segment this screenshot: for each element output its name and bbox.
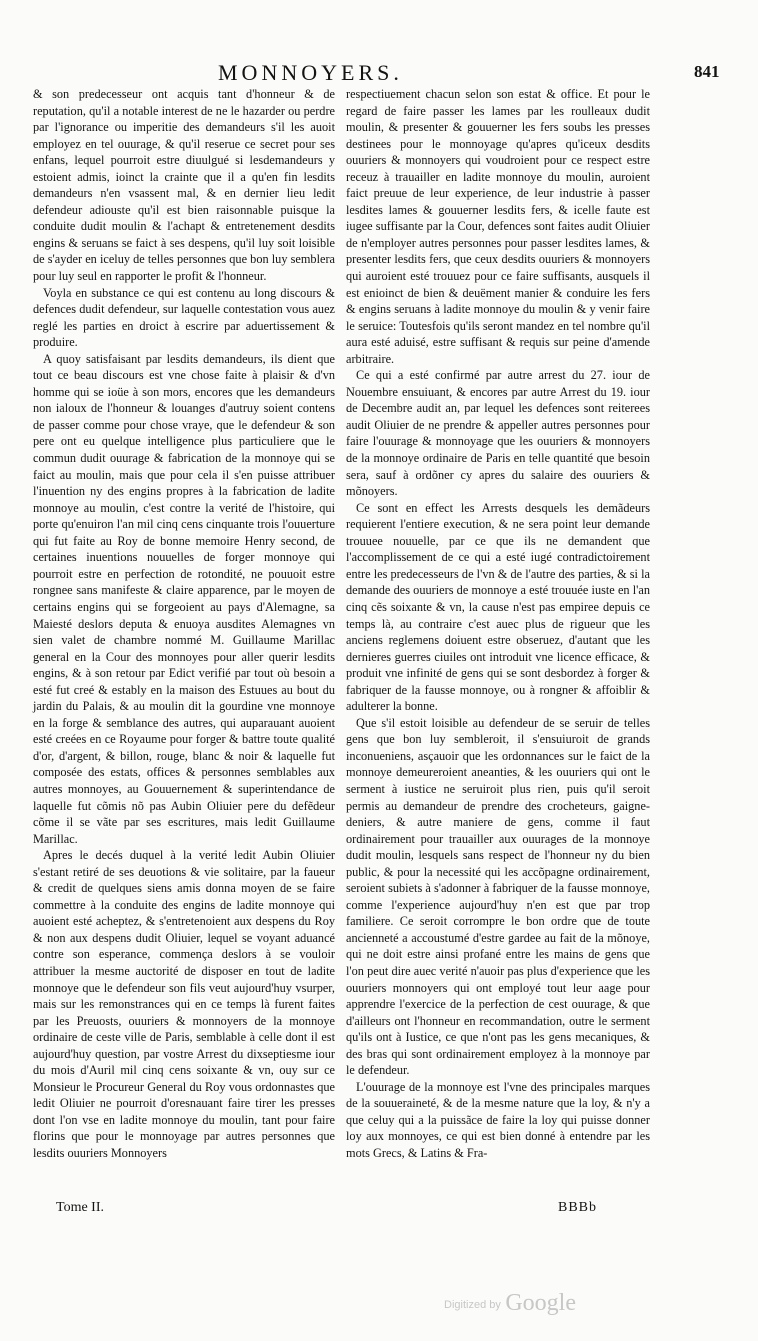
paragraph: Voyla en substance ce qui est contenu au long discours & defences dudit defendeur, sur laquelle contestation vous auez reglé les parties en droict à escrire par aduertissement & produire. [33,285,335,350]
page-number: 841 [694,62,720,81]
left-column [33,86,335,1162]
paragraph: Apres le decés duquel à la verité ledit Aubin Oliuier s'estant retiré de ses deuotions & vie solitaire, par la faueur & credit de quelques siens amis donna moyen de se faire commettre à la conduite des engins de ladite monnoye qui auoient esté acheptez, & s'entretenoient aux despens du Roy & non aux despens dudit Oliuier, lequel se voyant aduancé contre son esperance, commença deslors à se vouloir attribuer la mesme auctorité de disposer en tout de ladite monnoye que le defendeur son fils veut aujourd'huy vsurper, mais sur les remonstrances qui en ce temps là furent faites par les Preuosts, ouuriers & monnoyers de la monnoye ordinaire de ceste ville de Paris, semblable à celle dont il est aujourd'huy question, par vostre Arrest du dixseptiesme iour du mois d'Auril mil cinq cens soixante & vn, ouy sur ce Monsieur le Procureur General du Roy vous ordonnastes que ledit Oliuier ne pourroit d'oresnauant faire tirer les presses dont l'on vse en ladite monnoye du moulin, tant pour faire florins que pour le monnoyage par autres personnes que lesdits ouuriers Monnoyers [33,848,335,1160]
paragraph: A quoy satisfaisant par lesdits demandeurs, ils dient que tout ce beau discours est vne chose faite à plaisir & d'vn homme qui se ioüe à son mors, encores que les demandeurs non ialoux de l'honneur & louanges d'autruy soient contens de passer comme pour chose vraye, que le defendeur & son pere ont eu quelque intelligence plus particuliere que le commun dudit ouurage & fabrication de la monnoye qui se faict au moulin, mais que pour cela il s'en puisse attribuer l'inuention ny des engins propres à la fabrication de ladite monnoye au moulin, c'est contre la verité de l'histoire, qui porte qu'enuiron l'an mil cinq cens cinquante trois l'ouuerture qui fut faite au Roy de bonne memoire Henry second, de certaines inuentions nouuelles de forger monnoye qui pourroit estre en perfection de rotondité, ne pouuoit estre rongnee sans manifeste & claire apparence, par le moyen de certains engins qui se forgeoient au pays d'Alemagne, sa Maiesté deslors deputa & enuoya ausdites Alemagnes vn sien valet de chambre nommé M. Guillaume Marillac general en la Cour des monnoyes pour aller querir lesdits engins, & à son retour par Edict verifié par tout où besoin a esté fut creé & estably en la maison des Estuues au bout du jardin du Palais, & au moulin dit la gourdine vne monnoye en la forge & semblance des autres, qui auparauant auoient esté creées en ce Royaume pour forger & battre toute qualité d'or, d'argent, & billon, rouge, blanc & noir & laquelle fut composée des estats, offices & personnes semblables aux autres monnoyes, au Gouuernement & superintendance de laquelle fut cõmis nõ pas Aubin Oliuier pere du defẽdeur cõme il se vãte par ses escritures, mais ledit Guillaume Marillac. [33,351,335,846]
running-title: MONNOYERS. [218,60,403,85]
google-logo: Google [505,1290,576,1316]
digitization-watermark [444,1290,614,1320]
paragraph: Ce qui a esté confirmé par autre arrest du 27. iour de Nouembre ensuiuant, & encores par autre Arrest du 19. iour de Decembre audit an, par lequel les defences sont reiterees audit Oliuier de ne prendre & appeller autres personnes pour faire l'ouurage & monnoyage que les ouuriers & monnoyers de la monnoye ordinaire de Paris en telle quantité que besoin sera, sauf à ordõner cy apres du salaire des ouuriers & mõnoyers. [346,368,650,499]
paragraph: L'ouurage de la monnoye est l'vne des principales marques de la souueraineté, & de la mesme nature que la loy, & n'y a que celuy qui a la puissãce de faire la loy qui puisse donner loy aux monnoyes, ce qui est bien donné à entendre par les mots Grecs, & Latins & Fra- [346,1079,650,1160]
paragraph: Ce sont en effect les Arrests desquels les demãdeurs requierent l'entiere execution, & ne sera point leur demande trouuee nouuelle, par ce que ils ne demandent que l'accomplissement de ce qui a esté iugé contradictoirement entre les predecesseurs de l'vn & de l'autre des parties, & si la demande des ouuriers de monnoye a esté trouuée iuste en l'an cinq cẽs soixante & vn, la cause n'est pas empiree depuis ce temps là, au contraire c'est auec plus de rigueur que les anciens reglemens doiuent estre obseruez, d'autant que les dernieres guerres ciuiles ont introduit vne licence efficace, & produit vne infinité de gens qui se sont desbordez à forger & fabriquer de la fausse monnoye, ou à rongner & affoiblir & adulterer la bonne. [346,500,650,714]
page-header [0,60,758,86]
paragraph: respectiuement chacun selon son estat & office. Et pour le regard de faire passer les lames par les roulleaux dudit moulin, & presenter & gouuerner les fers soubs les presses destinees pour le monnoyage qu'apres qu'iceux desdits ouuriers & monnoyers qui voudroient pour ce respect estre receuz à trauailler en ladite monnoye du moulin, auroient faict preuue de leur experience, de leur industrie à passer lesdites lames & gouuerner lesdits fers, & icelle faute est iugee suffisante par la Cour, defences sont faites audit Oliuier de n'employer autres personnes pour passer lesdites lames, & presenter lesdits fers, que ceux desdits ouuriers & monnoyers qui auroient esté trouuez pour ce faire suffisants, ausquels il est enioinct de bien & deuëment manier & conduire les fers & engins seruans à ladite monnoye du moulin & y venir faire le seruice: Toutesfois qu'ils seront mandez en tel nombre qu'il aura esté aduisé, estre suffisant & requis sur peine d'amende arbitraire. [346,87,650,366]
volume-label: Tome II. [56,1200,105,1215]
paragraph: Que s'il estoit loisible au defendeur de se seruir de telles gens que bon luy sembleroit, il s'ensuiuroit de grands inconueniens, asçauoir que les ordonnances sur le faict de la monnoye demeureroient aneanties, & les ouuriers qui ont le serment à iustice ne seruiroit plus rien, puis qu'il seroit permis au demandeur de prendre des crocheteurs, gaigne-deniers, & autre maniere de gens, comme il faut ordinairement pour trauailler aux ouurages de la monnoye dudit moulin, lesquels sans respect de l'honneur ny du bien public, & pour la necessité qui les accõpagne ordinairement, seroient subiets à s'adonner à fabriquer de la fausse monnoye, comme l'experience aujourd'huy n'en est que par trop familiere. Ce seroit corrompre le bon ordre que de toute ancienneté a accoustumé d'estre gardee au fait de la mõnoye, qui ne doit estre ainsi profané entre les mains de gens que l'on peut dire auec verité n'auoir pas plus d'experience que les ouuriers monnoyers qui ont employé tout leur aage pour apprendre l'exercice de la perfection de cest ouurage, & que d'ailleurs ont l'honneur en recommandation, outre le serment qu'ils ont à Iustice, ce que n'ont pas les gens mecaniques, & des bras qui sont ordinairement employez à la monnoye par le defendeur. [346,715,650,1078]
watermark-prefix: Digitized by [444,1299,501,1311]
right-column [346,86,650,1162]
signature-mark: BBBb [558,1200,598,1215]
paragraph: & son predecesseur ont acquis tant d'honneur & de reputation, qu'il a notable interest de ne le hazarder ou perdre par l'ignorance ou imperitie des demandeurs s'il les auoit employez en tel ouurage, & qu'il reserue ce secret pour ses enfans, lequel pourroit estre diuulgué si lesdemandeurs y estoient admis, ioinct la crainte que il a qu'en fin lesdits demandeurs n'en vsassent mal, & en dernier lieu ledit defendeur adiouste qu'il est bien raisonnable puisque la conduite dudit moulin & l'achapt & entretenement desdits engins & seruans se faict à ses despens, qu'il luy soit loisible de s'ayder en iceluy de telles personnes que bon luy semblera pour luy seul en rapporter le profit & l'honneur. [33,87,335,284]
